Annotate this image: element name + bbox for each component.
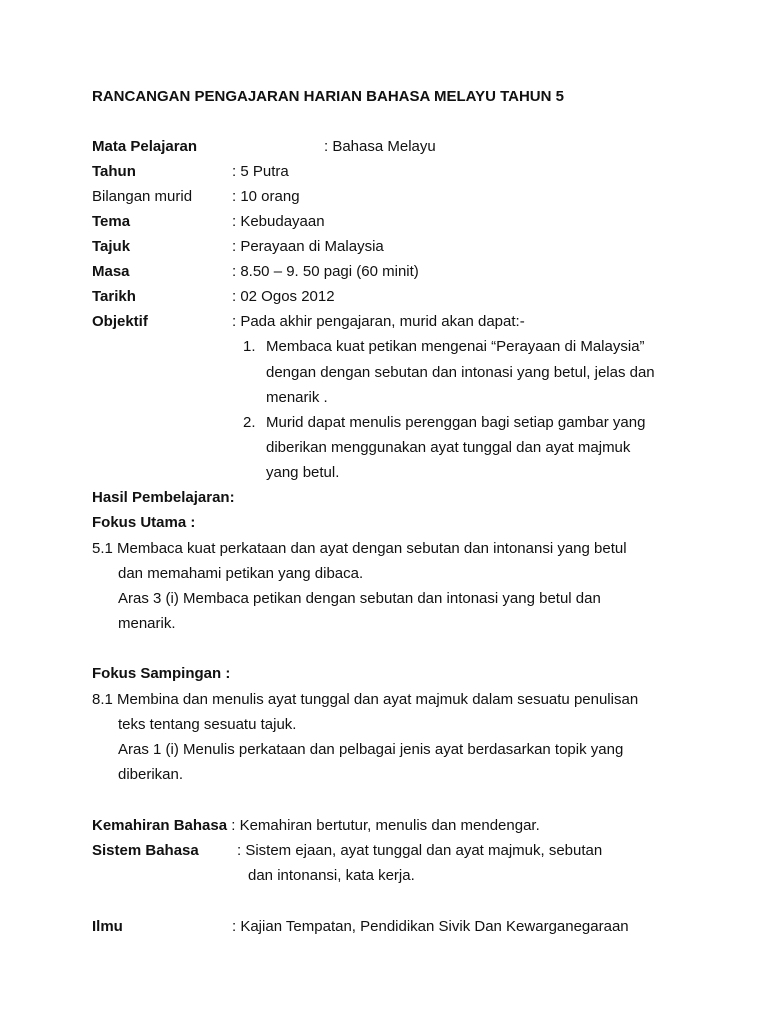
field-label: Bilangan murid — [92, 188, 193, 205]
objective-number: 1. — [243, 338, 256, 355]
section-heading-fokus-sampingan: Fokus Sampingan : — [92, 665, 231, 682]
objective-line: yang betul. — [266, 464, 340, 481]
objective-line: diberikan menggunakan ayat tunggal dan ayat majmuk — [266, 439, 631, 456]
ilmu-value: : Kajian Tempatan, Pendidikan Sivik Dan Kewarganegaraan — [232, 918, 629, 935]
field-row-masa — [92, 263, 692, 281]
fokus-sampingan-line: teks tentang sesuatu tajuk. — [118, 716, 297, 733]
objective-line: menarik . — [266, 389, 328, 406]
fokus-utama-line: menarik. — [118, 615, 176, 632]
document-title: RANCANGAN PENGAJARAN HARIAN BAHASA MELAYU TAHUN 5 — [92, 88, 564, 105]
field-value: : 5 Putra — [232, 163, 289, 180]
field-row-objektif — [92, 313, 692, 331]
sistem-bahasa-value-cont: dan intonansi, kata kerja. — [248, 867, 415, 884]
field-row-mata-pelajaran — [92, 138, 692, 156]
field-label: Masa — [92, 263, 130, 280]
section-heading-hasil: Hasil Pembelajaran: — [92, 489, 235, 506]
field-label: Objektif — [92, 313, 148, 330]
ilmu-label: Ilmu — [92, 918, 123, 935]
objective-line: dengan dengan sebutan dan intonasi yang betul, jelas dan — [266, 364, 655, 381]
objective-line: Membaca kuat petikan mengenai “Perayaan di Malaysia” — [266, 338, 645, 355]
field-value: : Bahasa Melayu — [324, 138, 436, 155]
field-label: Tema — [92, 213, 131, 230]
field-value: : 02 Ogos 2012 — [232, 288, 335, 305]
field-label: Mata Pelajaran — [92, 138, 198, 155]
fokus-utama-line: 5.1 Membaca kuat perkataan dan ayat dengan sebutan dan intonansi yang betul — [92, 540, 627, 557]
field-label: Kemahiran Bahasa — [92, 817, 228, 834]
sistem-bahasa-value: : Sistem ejaan, ayat tunggal dan ayat majmuk, sebutan — [237, 842, 603, 859]
field-label: Tarikh — [92, 288, 136, 305]
field-value: : 10 orang — [232, 188, 300, 205]
fokus-sampingan-line: 8.1 Membina dan menulis ayat tunggal dan ayat majmuk dalam sesuatu penulisan — [92, 691, 639, 708]
field-row-tajuk — [92, 238, 692, 256]
field-value: : Pada akhir pengajaran, murid akan dapat:- — [232, 313, 525, 330]
field-value: : Perayaan di Malaysia — [232, 238, 384, 255]
field-row-tarikh — [92, 288, 692, 306]
field-row-bilangan-murid — [92, 188, 692, 206]
section-heading-fokus-utama: Fokus Utama : — [92, 514, 196, 531]
field-label: Tajuk — [92, 238, 131, 255]
fokus-sampingan-line: Aras 1 (i) Menulis perkataan dan pelbagai jenis ayat berdasarkan topik yang — [118, 741, 624, 758]
objective-number: 2. — [243, 414, 256, 431]
field-row-tahun — [92, 163, 692, 181]
field-value: : Kebudayaan — [232, 213, 325, 230]
sistem-bahasa-label: Sistem Bahasa — [92, 842, 199, 859]
fokus-utama-line: Aras 3 (i) Membaca petikan dengan sebutan dan intonasi yang betul dan — [118, 590, 601, 607]
field-row-tema — [92, 213, 692, 231]
field-label: Tahun — [92, 163, 136, 180]
field-value: : 8.50 – 9. 50 pagi (60 minit) — [232, 263, 419, 280]
field-row-kemahiran-bahasa — [92, 817, 540, 835]
fokus-utama-line: dan memahami petikan yang dibaca. — [118, 565, 364, 582]
fokus-sampingan-line: diberikan. — [118, 766, 184, 783]
field-value: : Kemahiran bertutur, menulis dan mendengar. — [227, 817, 540, 834]
objective-line: Murid dapat menulis perenggan bagi setiap gambar yang — [266, 414, 646, 431]
